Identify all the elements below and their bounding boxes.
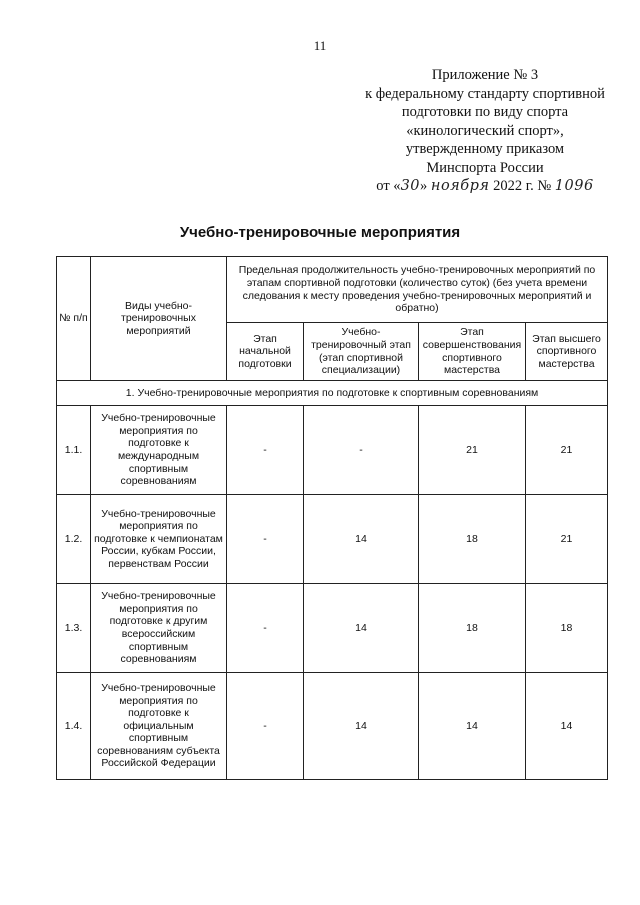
appendix-line-1: Приложение № 3 bbox=[431, 67, 539, 83]
table-row bbox=[57, 406, 608, 495]
row-value-initial: - bbox=[227, 584, 304, 673]
table-row bbox=[57, 495, 608, 584]
header-stage-training: Учебно-тренировочный этап (этап спортивной специализации) bbox=[304, 323, 419, 381]
header-stage-higher: Этап высшего спортивного мастерства bbox=[526, 323, 608, 381]
row-value-initial: - bbox=[227, 495, 304, 584]
row-number: 1.2. bbox=[57, 495, 91, 584]
appendix-line-2: к федеральному стандарту спортивной bbox=[365, 85, 605, 102]
appendix-line-4: «кинологический спорт», bbox=[406, 122, 564, 139]
row-number: 1.1. bbox=[57, 406, 91, 495]
row-event-name: Учебно-тренировочные мероприятия по подготовке к международным спортивным соревнованиям bbox=[91, 406, 227, 495]
row-value-training: - bbox=[304, 406, 419, 495]
row-value-training: 14 bbox=[304, 495, 419, 584]
date-mid: » bbox=[420, 178, 428, 194]
date-year: 2022 г. № bbox=[493, 178, 552, 194]
handwritten-order-number: 1096 bbox=[554, 178, 594, 194]
training-events-table bbox=[56, 256, 608, 780]
row-value-improvement: 18 bbox=[419, 584, 526, 673]
handwritten-month: ноября bbox=[430, 178, 490, 194]
document-title: Учебно-тренировочные мероприятия bbox=[179, 224, 461, 241]
appendix-line-5: утвержденному приказом bbox=[405, 141, 565, 157]
row-event-name: Учебно-тренировочные мероприятия по подготовке к другим всероссийским спортивным соревнованиям bbox=[91, 584, 227, 673]
row-value-higher: 18 bbox=[526, 584, 608, 673]
appendix-header bbox=[340, 66, 630, 196]
header-types: Виды учебно-тренировочных мероприятий bbox=[91, 257, 227, 381]
row-value-higher: 21 bbox=[526, 406, 608, 495]
row-value-improvement: 21 bbox=[419, 406, 526, 495]
header-stage-improvement: Этап совершенствования спортивного мастерства bbox=[419, 323, 526, 381]
row-number: 1.3. bbox=[57, 584, 91, 673]
header-stage-initial: Этап начальной подготовки bbox=[227, 323, 304, 381]
row-value-training: 14 bbox=[304, 673, 419, 780]
appendix-line-6: Минспорта России bbox=[426, 159, 544, 176]
row-value-initial: - bbox=[227, 673, 304, 780]
page-number: 11 bbox=[313, 38, 327, 53]
row-value-higher: 14 bbox=[526, 673, 608, 780]
row-event-name: Учебно-тренировочные мероприятия по подготовке к официальным спортивным соревнованиям субъекта Российской Федерации bbox=[91, 673, 227, 780]
appendix-line-3: подготовки по виду спорта bbox=[401, 104, 569, 120]
section-heading: 1. Учебно-тренировочные мероприятия по подготовке к спортивным соревнованиям bbox=[57, 381, 608, 406]
row-value-initial: - bbox=[227, 406, 304, 495]
header-num: № п/п bbox=[57, 257, 91, 381]
handwritten-day: 30 bbox=[400, 178, 421, 194]
table-row bbox=[57, 584, 608, 673]
table-row bbox=[57, 673, 608, 780]
row-value-training: 14 bbox=[304, 584, 419, 673]
row-value-improvement: 18 bbox=[419, 495, 526, 584]
row-value-higher: 21 bbox=[526, 495, 608, 584]
date-prefix: от « bbox=[376, 178, 401, 194]
row-number: 1.4. bbox=[57, 673, 91, 780]
row-value-improvement: 14 bbox=[419, 673, 526, 780]
header-duration: Предельная продолжительность учебно-тренировочных мероприятий по этапам спортивной подготовки (количество суток) (без учета времени следования к месту проведения учебно-тренировочных мероприятий и обратно) bbox=[227, 257, 608, 323]
row-event-name: Учебно-тренировочные мероприятия по подготовке к чемпионатам России, кубкам России, первенствам России bbox=[91, 495, 227, 584]
order-date-line bbox=[340, 177, 630, 196]
